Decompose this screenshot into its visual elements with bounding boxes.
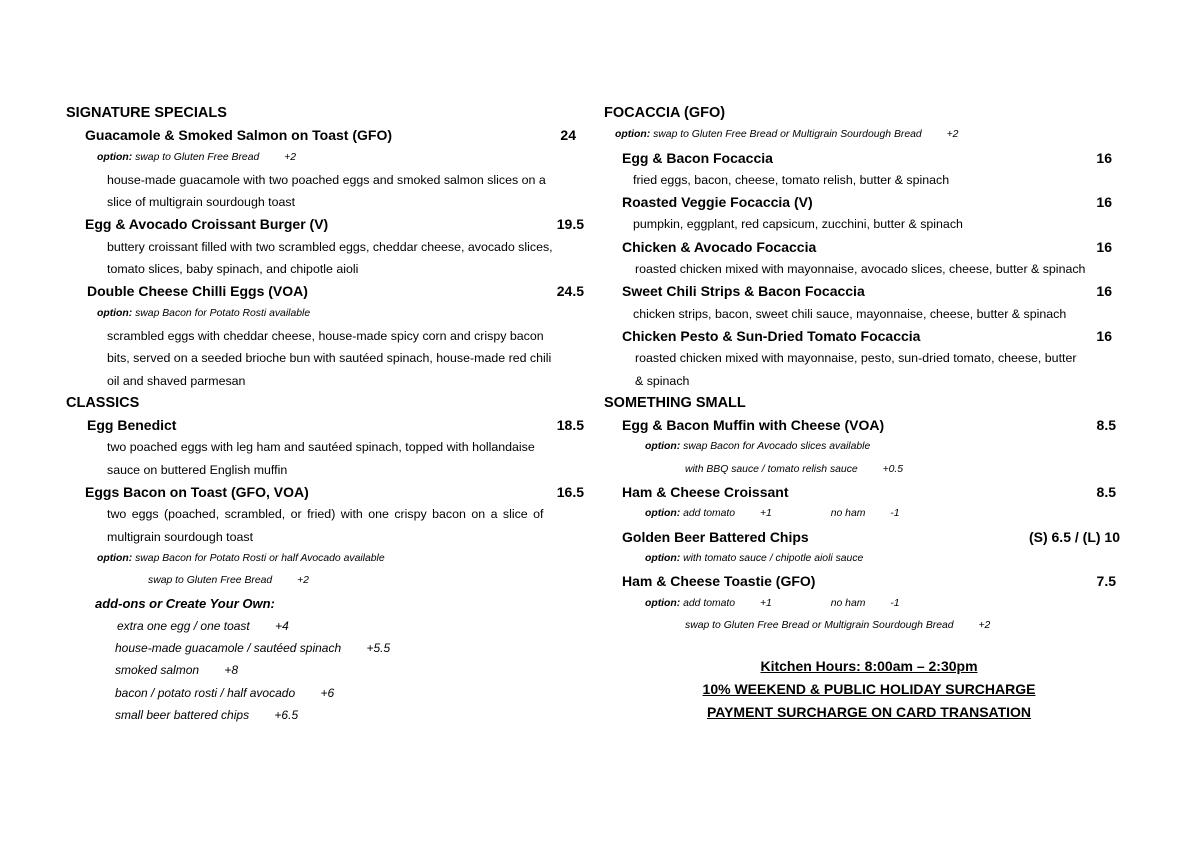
item-price: 16 — [1096, 194, 1112, 211]
item-description: chicken strips, bacon, sweet chili sauce, mayonnaise, cheese, butter & spinach — [633, 306, 1067, 321]
item-description: scrambled eggs with cheddar cheese, house-made spicy corn and crispy bacon — [107, 328, 544, 343]
item-description: slice of multigrain sourdough toast — [107, 195, 296, 210]
option-text: no ham — [830, 597, 866, 609]
menu-item-egg-benedict — [66, 414, 584, 436]
item-description: fried eggs, bacon, cheese, tomato relish, butter & spinach — [633, 172, 950, 187]
option-text: with tomato sauce / chipotle aioli sauce — [683, 552, 864, 564]
option-text: swap to Gluten Free Bread or Multigrain Sourdough Bread — [685, 619, 954, 631]
option-label: option: — [645, 552, 681, 564]
left-column — [66, 102, 584, 726]
menu-item-croissant-burger — [66, 213, 584, 235]
item-price: 16 — [1096, 238, 1112, 255]
option-label: option: — [615, 129, 651, 141]
option-text: swap Bacon for Potato Rosti available — [135, 307, 311, 319]
item-price: 16.5 — [556, 484, 584, 501]
addon-price: +5.5 — [366, 641, 391, 656]
item-description: multigrain sourdough toast — [107, 529, 254, 544]
item-description: bits, served on a seeded brioche bun with sautéed spinach, house-made red chili — [107, 351, 552, 366]
item-name: Egg & Bacon Focaccia — [622, 149, 773, 166]
addons-title: add-ons or Create Your Own: — [95, 595, 275, 611]
menu-item-ham-cheese-croissant — [604, 481, 1124, 503]
item-option — [66, 303, 584, 325]
item-name: Double Cheese Chilli Eggs (VOA) — [87, 283, 308, 300]
option-price: +2 — [978, 619, 991, 631]
section-title-focaccia: FOCACCIA (GFO) — [604, 105, 726, 121]
payment-surcharge-notice: PAYMENT SURCHARGE ON CARD TRANSATION — [706, 704, 1032, 720]
option-price: +0.5 — [882, 463, 904, 475]
item-description: tomato slices, baby spinach, and chipotle aioli — [107, 262, 359, 277]
item-option — [66, 147, 584, 169]
option-text: add tomato — [683, 508, 736, 520]
item-name: Chicken & Avocado Focaccia — [622, 238, 817, 255]
item-option — [604, 503, 1124, 525]
addon-name: small beer battered chips — [115, 708, 250, 723]
item-description: & spinach — [635, 373, 690, 388]
addon-name: house-made guacamole / sautéed spinach — [115, 641, 342, 656]
option-label: option: — [645, 597, 681, 609]
option-label: option: — [97, 307, 133, 319]
item-name: Egg Benedict — [87, 417, 177, 434]
menu-item-eggs-bacon-toast — [66, 481, 584, 503]
item-price: 7.5 — [1096, 573, 1116, 590]
item-option — [66, 570, 584, 592]
menu-item-chicken-pesto-focaccia — [604, 325, 1124, 347]
item-option — [604, 436, 1124, 458]
option-price: +2 — [284, 151, 297, 163]
item-description: two eggs (poached, scrambled, or fried) with one crispy bacon on a slice of — [107, 507, 544, 522]
addon-name: extra one egg / one toast — [117, 618, 250, 633]
item-price: 8.5 — [1096, 417, 1116, 434]
item-description: roasted chicken mixed with mayonnaise, pesto, sun-dried tomato, cheese, butter — [635, 351, 1077, 366]
item-price: 24.5 — [556, 283, 584, 300]
option-text: no ham — [830, 508, 866, 520]
item-option — [604, 459, 1124, 481]
addon-row — [66, 637, 584, 659]
option-text: swap Bacon for Avocado slices available — [683, 441, 871, 453]
item-price: 16 — [1096, 327, 1112, 344]
item-description: pumpkin, eggplant, red capsicum, zucchini, butter & spinach — [633, 217, 963, 232]
menu-item-chilli-eggs — [66, 280, 584, 302]
item-name: Chicken Pesto & Sun-Dried Tomato Focaccia — [622, 327, 921, 344]
item-option — [66, 548, 584, 570]
option-text: swap to Gluten Free Bread — [148, 575, 273, 587]
item-description: sauce on buttered English muffin — [107, 462, 288, 477]
item-description: roasted chicken mixed with mayonnaise, avocado slices, cheese, butter & spinach — [635, 262, 1086, 277]
item-description: house-made guacamole with two poached eggs and smoked salmon slices on a — [107, 172, 546, 187]
item-price: 18.5 — [556, 417, 584, 434]
item-price: 19.5 — [556, 216, 584, 233]
option-text: add tomato — [683, 597, 736, 609]
option-price: +1 — [759, 508, 772, 520]
item-name: Golden Beer Battered Chips — [622, 528, 809, 545]
item-name: Eggs Bacon on Toast (GFO, VOA) — [85, 484, 309, 501]
item-option — [604, 593, 1124, 615]
menu-item-sweet-chili-focaccia — [604, 280, 1124, 302]
option-text: with BBQ sauce / tomato relish sauce — [685, 463, 858, 475]
kitchen-hours: Kitchen Hours: 8:00am – 2:30pm — [760, 658, 978, 674]
item-name: Roasted Veggie Focaccia (V) — [622, 194, 813, 211]
menu-item-egg-bacon-muffin — [604, 414, 1124, 436]
option-price: +2 — [297, 575, 309, 587]
item-description: buttery croissant filled with two scrambled eggs, cheddar cheese, avocado slices, — [107, 239, 553, 254]
item-price: 16 — [1096, 149, 1112, 166]
menu-item-guacamole-salmon-toast — [66, 124, 584, 146]
menu-item-veggie-focaccia — [604, 191, 1124, 213]
item-name: Egg & Avocado Croissant Burger (V) — [85, 216, 329, 233]
option-label: option: — [97, 151, 133, 163]
item-description: two poached eggs with leg ham and sautéed spinach, topped with hollandaise — [107, 440, 535, 455]
addon-price: +8 — [224, 663, 239, 678]
item-option — [604, 615, 1124, 637]
item-name: Egg & Bacon Muffin with Cheese (VOA) — [622, 417, 885, 434]
menu-item-beer-battered-chips — [604, 526, 1124, 548]
item-name: Sweet Chili Strips & Bacon Focaccia — [622, 283, 865, 300]
section-title-something-small: SOMETHING SMALL — [604, 394, 746, 411]
option-price: -1 — [890, 508, 900, 520]
section-option — [604, 124, 1124, 146]
addon-row — [66, 682, 584, 704]
menu-item-egg-bacon-focaccia — [604, 147, 1124, 169]
option-label: option: — [97, 552, 133, 564]
item-name: Ham & Cheese Toastie (GFO) — [622, 573, 816, 590]
section-title-signature: SIGNATURE SPECIALS — [66, 105, 227, 121]
option-price: -1 — [890, 597, 900, 609]
addon-row — [66, 704, 584, 726]
section-title-classics: CLASSICS — [66, 394, 140, 411]
addon-name: bacon / potato rosti / half avocado — [115, 685, 296, 700]
addon-price: +4 — [275, 618, 289, 633]
option-text: swap to Gluten Free Bread — [135, 151, 260, 163]
option-text: swap Bacon for Potato Rosti or half Avocado available — [135, 552, 385, 564]
item-name: Guacamole & Smoked Salmon on Toast (GFO) — [85, 127, 393, 144]
option-label: option: — [645, 508, 681, 520]
right-column — [604, 102, 1124, 637]
addon-name: smoked salmon — [115, 663, 200, 678]
item-price: 8.5 — [1096, 484, 1116, 501]
item-price: 16 — [1096, 283, 1112, 300]
item-option — [604, 548, 1124, 570]
addon-row — [66, 659, 584, 681]
item-description: oil and shaved parmesan — [107, 373, 246, 388]
addon-row — [66, 615, 584, 637]
option-text: swap to Gluten Free Bread or Multigrain Sourdough Bread — [653, 129, 922, 141]
addon-price: +6.5 — [274, 708, 299, 723]
item-name: Ham & Cheese Croissant — [622, 484, 789, 501]
menu-item-chicken-avocado-focaccia — [604, 236, 1124, 258]
option-label: option: — [645, 441, 681, 453]
addon-price: +6 — [320, 685, 335, 700]
menu-item-ham-cheese-toastie — [604, 570, 1124, 592]
option-price: +1 — [759, 597, 772, 609]
item-price: 24 — [560, 127, 576, 144]
item-price: (S) 6.5 / (L) 10 — [1028, 528, 1120, 545]
holiday-surcharge-notice: 10% WEEKEND & PUBLIC HOLIDAY SURCHARGE — [702, 681, 1036, 697]
option-price: +2 — [946, 129, 959, 141]
